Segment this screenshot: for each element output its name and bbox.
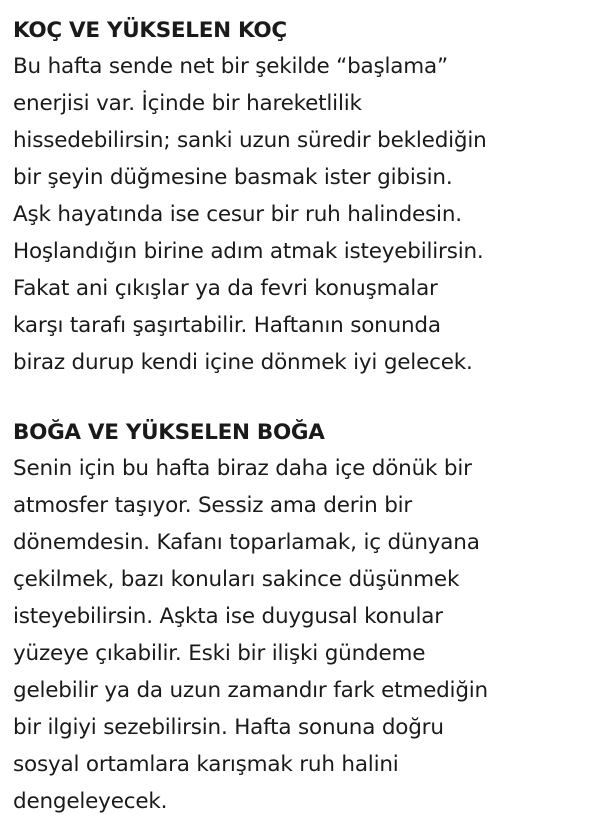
section-body (13, 48, 597, 381)
body-line: gelebilir ya da uzun zamandır fark etmediğin (13, 678, 488, 703)
body-line: isteyebilirsin. Aşkta ise duygusal konular (13, 604, 443, 629)
body-line: Senin için bu hafta biraz daha içe dönük bir (13, 456, 472, 481)
body-line: atmosfer taşıyor. Sessiz ama derin bir (13, 493, 413, 518)
body-line: hissedebilirsin; sanki uzun süredir beklediğin (13, 128, 487, 153)
body-line: yüzeye çıkabilir. Eski bir ilişki gündeme (13, 641, 426, 666)
section-heading: BOĞA VE YÜKSELEN BOĞA (13, 420, 325, 445)
body-line: Hoşlandığın birine adım atmak isteyebilirsin. (13, 239, 484, 264)
body-line: karşı tarafı şaşırtabilir. Haftanın sonunda (13, 313, 441, 338)
body-line: sosyal ortamlara karışmak ruh halini (13, 752, 399, 777)
body-line: Fakat ani çıkışlar ya da fevri konuşmalar (13, 276, 438, 301)
body-line: Bu hafta sende net bir şekilde “başlama” (13, 54, 448, 79)
section-body (13, 450, 597, 820)
body-line: biraz durup kendi içine dönmek iyi gelecek. (13, 350, 473, 375)
body-line: dönemdesin. Kafanı toparlamak, iç dünyana (13, 530, 480, 555)
body-line: çekilmek, bazı konuları sakince düşünmek (13, 567, 460, 592)
body-line: bir ilgiyi sezebilirsin. Hafta sonuna doğru (13, 715, 444, 740)
section-heading: KOÇ VE YÜKSELEN KOÇ (13, 18, 287, 43)
section-taurus (13, 416, 597, 820)
body-line: Aşk hayatında ise cesur bir ruh halindesin. (13, 202, 462, 227)
body-line: enerjisi var. İçinde bir hareketlilik (13, 91, 362, 116)
section-aries (13, 14, 597, 381)
horoscope-article (13, 14, 597, 820)
body-line: dengeleyecek. (13, 789, 168, 814)
body-line: bir şeyin düğmesine basmak ister gibisin. (13, 165, 453, 190)
